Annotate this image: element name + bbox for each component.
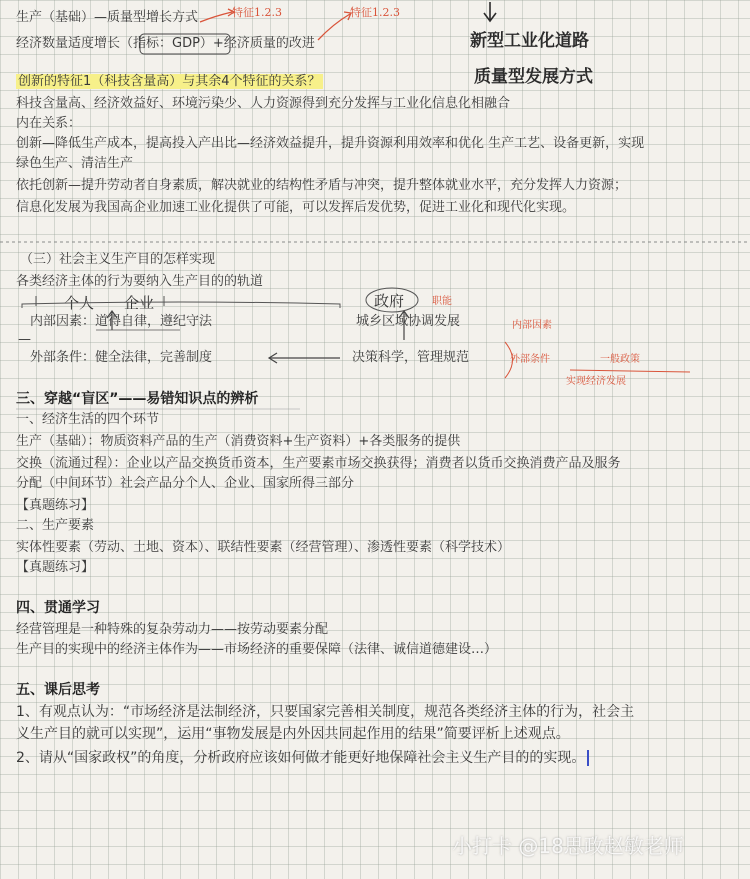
question-1-line-2: 义生产目的就可以实现”，运用“事物发展是内外因共同起作用的结果”简要评析上述观点。 (16, 726, 570, 742)
handwriting-government: 政府 (374, 292, 405, 310)
line-labor-quality: 依托创新—提升劳动者自身素质，解决就业的结构性矛盾与冲突，提升整体就业水平，充分发挥人力资源； (16, 178, 628, 193)
handwriting-feature-note-2: 特征1.2.3 (350, 6, 400, 19)
line-four-links: 一、经济生活的四个环节 (16, 412, 160, 427)
handwriting-enterprise: 企业 (124, 294, 155, 312)
label-exam-practice-2: 【真题练习】 (16, 560, 95, 575)
section-blind-spots: 三、穿越“盲区”——易错知识点的辨析 (16, 391, 259, 407)
line-scientific-decision: 决策科学，管理规范 (352, 350, 470, 365)
line-management-labor: 经营管理是一种特殊的复杂劳动力——按劳动要素分配 (16, 622, 329, 637)
question-2-text: 2、请从“国家政权”的角度，分析政府应该如何做才能更好地保障社会主义生产目的的实现。 (16, 750, 586, 766)
line-informatization: 信息化发展为我国高企业加速工业化提供了可能，可以发挥后发优势，促进工业化和现代化实现。 (16, 200, 576, 215)
line-internal-relation: 内在关系： (16, 116, 82, 131)
government-circle (366, 288, 418, 312)
red-arrow-2 (318, 14, 350, 40)
line-green-production: 绿色生产、清洁生产 (16, 156, 134, 171)
handwriting-internal-note: 内部因素 (512, 320, 552, 331)
line-exchange-link: 交换（流通过程）：企业以产品交换货币资本，生产要素市场交换获得；消费者以货币交换消费产品及服务 (16, 456, 621, 471)
top-bracket (22, 302, 340, 308)
question-1-line-1: 1、有观点认为：“市场经济是法制经济，只要国家完善相关制度，规范各类经济主体的行为，社会主 (16, 704, 635, 720)
line-production-link: 生产（基础）：物质资料产品的生产（消费资料+生产资料）+各类服务的提供 (16, 434, 461, 449)
label-exam-practice-1: 【真题练习】 (16, 498, 95, 513)
handwriting-economic-note: 实现经济发展 (566, 376, 626, 387)
section-production-goal: （三）社会主义生产目的怎样实现 (20, 252, 216, 267)
red-arrow-1 (200, 12, 232, 22)
section-integrated-learning: 四、贯通学习 (16, 600, 100, 616)
watermark: 小打卡 @18思政赵敏老师 (452, 834, 684, 858)
line-characteristics: 科技含量高、经济效益好、环境污染少、人力资源得到充分发挥与工业化信息化相融合 (16, 96, 511, 111)
line-innovation-cost: 创新—降低生产成本，提高投入产出比—经济效益提升，提升资源利用效率和优化 生产工艺、设备更新，实现 (16, 136, 645, 151)
line-distribution-link: 分配（中间环节）社会产品分个人、企业、国家所得三部分 (16, 476, 355, 491)
line-dash: — (18, 332, 31, 347)
line-external-conditions: 外部条件：健全法律，完善制度 (30, 350, 213, 365)
line-gdp-growth: 经济数量适度增长（指标：GDP）+经济质量的改进 (16, 36, 315, 51)
line-factor-types: 实体性要素（劳动、土地、资本）、联结性要素（经营管理）、渗透性要素（科学技术） (16, 540, 511, 555)
line-economic-subjects: 各类经济主体的行为要纳入生产目的的轨道 (16, 274, 264, 289)
handwriting-individual: 个人 (64, 294, 95, 312)
gdp-box (140, 34, 230, 54)
line-production-basis: 生产（基础）—质量型增长方式 (16, 10, 199, 25)
line-internal-factors: 内部因素：道得自律，遵纪守法 (30, 314, 213, 329)
highlighted-question: 创新的特征1（科技含量高）与其余4个特征的关系？ (18, 74, 321, 89)
section-after-class: 五、课后思考 (16, 682, 100, 698)
line-urban-rural: 城乡区域协调发展 (356, 314, 461, 329)
handwriting-feature-note-1: 特征1.2.3 (232, 6, 282, 19)
handwriting-function: 职能 (432, 296, 452, 307)
handwriting-new-industrial-road: 新型工业化道路 (470, 31, 589, 51)
handwriting-quality-development: 质量型发展方式 (474, 67, 593, 87)
handwriting-external-note: 外部条件 (510, 354, 550, 365)
handwriting-policy-note: 一般政策 (600, 354, 640, 365)
line-market-guarantee: 生产目的实现中的经济主体作为——市场经济的重要保障（法律、诚信道德建设…） (16, 642, 498, 657)
line-production-factors: 二、生产要素 (16, 518, 95, 533)
